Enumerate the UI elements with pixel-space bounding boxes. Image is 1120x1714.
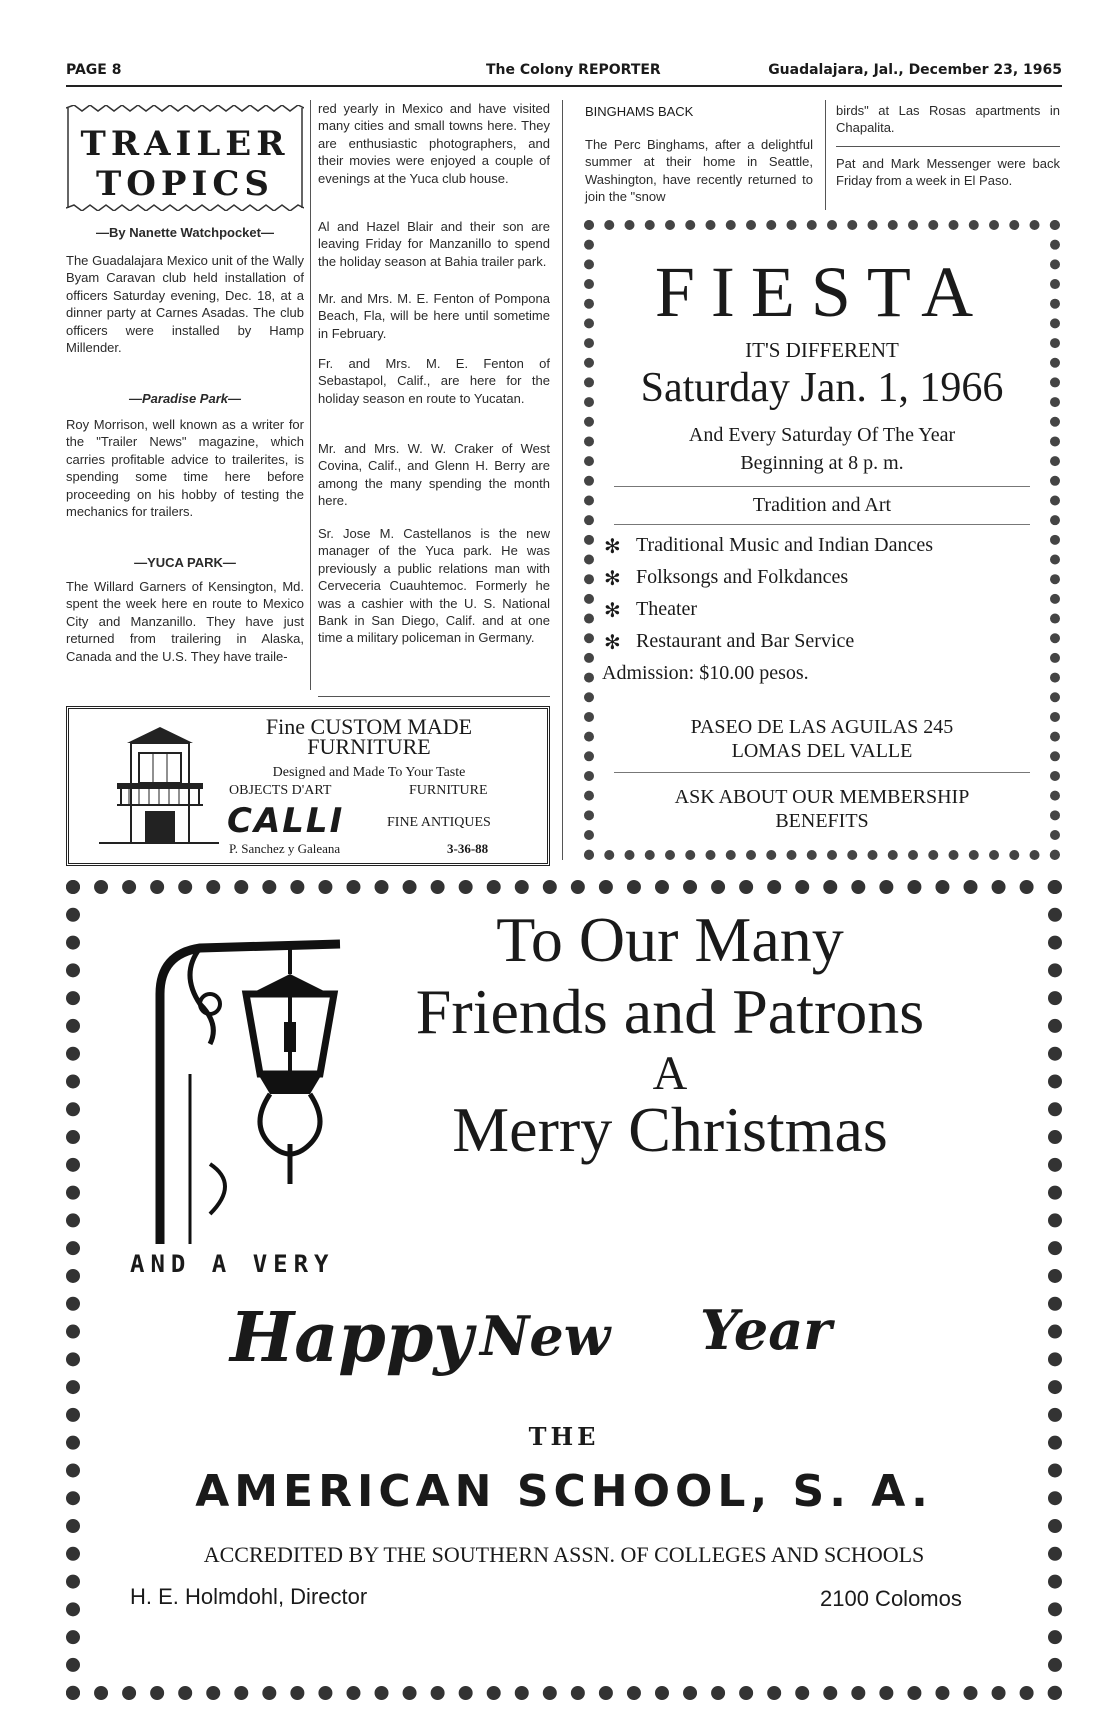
- director: H. E. Holmdohl, Director: [130, 1584, 368, 1609]
- new-script: New: [480, 1304, 611, 1368]
- trailer-title: TRAILER: [80, 124, 290, 164]
- fiesta-address: PASEO DE LAS AGUILAS 245: [690, 716, 954, 738]
- page-number: PAGE 8: [66, 62, 122, 78]
- xmas-line-4: Merry Christmas: [452, 1094, 888, 1165]
- article-paragraph: Al and Hazel Blair and their son are leaving Friday for Manzanillo to spend the holiday season at Bahia trailer park.: [318, 219, 550, 269]
- the-label: THE: [528, 1422, 600, 1451]
- accreditation: ACCREDITED BY THE SOUTHERN ASSN. OF COLLEGES AND SCHOOLS: [203, 1542, 925, 1567]
- calli-logo: CALLI: [227, 801, 345, 841]
- xmas-line-1: To Our Many: [496, 904, 844, 975]
- column-rule: [562, 100, 563, 860]
- fiesta-rule: [614, 772, 1030, 773]
- furniture-heading-2: FURNITURE: [307, 734, 431, 759]
- asterisk-icon: ✻: [604, 536, 621, 558]
- section-heading: —Paradise Park—: [128, 391, 241, 406]
- fiesta-item: Traditional Music and Indian Dances: [636, 534, 933, 556]
- trailer-topics-heading: [66, 105, 304, 211]
- article-paragraph: Roy Morrison, well known as a writer for the "Trailer News" magazine, which carries profitable advice to trailerites, is spending some time here before proceeding on his hobby of testing the mechanics for trailers.: [66, 417, 304, 520]
- fiesta-subtitle: IT'S DIFFERENT: [745, 338, 899, 362]
- column-end-rule: [318, 696, 550, 697]
- column-rule: [825, 100, 826, 210]
- byline: —By Nanette Watchpocket—: [96, 225, 274, 240]
- balcony-building-icon: [99, 723, 219, 853]
- fiesta-membership: ASK ABOUT OUR MEMBERSHIP: [674, 786, 970, 808]
- newspaper-name: The Colony REPORTER: [486, 62, 661, 78]
- section-heading: —YUCA PARK—: [134, 555, 236, 570]
- christmas-ad: [66, 880, 1062, 1700]
- fiesta-membership-2: BENEFITS: [775, 810, 869, 832]
- fiesta-item: Folksongs and Folkdances: [636, 566, 849, 588]
- school-name: AMERICAN SCHOOL, S. A.: [195, 1466, 933, 1517]
- objects-dart-label: OBJECTS D'ART: [229, 783, 332, 798]
- article-paragraph: The Guadalajara Mexico unit of the Wally Byam Caravan club held installation of officers Saturday evening, Dec. 18, at a dinner party at Carnes Asadas. The club officers were installed by Hamp Millender.: [66, 253, 304, 356]
- furniture-label: FURNITURE: [409, 783, 488, 798]
- fiesta-item: Restaurant and Bar Service: [636, 630, 855, 652]
- article-paragraph: Mr. and Mrs. W. W. Craker of West Covina, Calif., and Glenn H. Berry are among the many spending the month here.: [318, 441, 550, 509]
- fiesta-title: FIESTA: [654, 252, 990, 332]
- article-paragraph: The Willard Garners of Kensington, Md. spent the week here en route to Mexico City and Manzanillo. They have just returned from trailering in Alaska, Canada and the U.S. They have traile-: [66, 579, 304, 664]
- furniture-ad: [66, 706, 550, 866]
- article-paragraph: Sr. Jose M. Castellanos is the new manager of the Yuca park. He was previously a public relations man with Cerveceria Cuauhtemoc. Formerly he was a cashier with the U. S. National Bank in San Diego, Calif. and at one time a military policeman in Germany.: [318, 526, 550, 646]
- article-paragraph: The Perc Binghams, after a delightful summer at their home in Seattle, Washington, have recently returned to join the "snow: [585, 137, 813, 205]
- fiesta-item: Theater: [636, 598, 698, 620]
- fine-antiques-label: FINE ANTIQUES: [387, 815, 491, 830]
- lantern-icon: [150, 934, 360, 1244]
- dateline: Guadalajara, Jal., December 23, 1965: [768, 62, 1062, 78]
- fiesta-theme: Tradition and Art: [752, 494, 892, 516]
- article-heading: BINGHAMS BACK: [585, 104, 694, 119]
- fiesta-admission: Admission: $10.00 pesos.: [602, 662, 809, 684]
- article-paragraph: Mr. and Mrs. M. E. Fenton of Pompona Beach, Fla, will be here until sometime in February.: [318, 291, 550, 341]
- article-paragraph: Pat and Mark Messenger were back Friday from a week in El Paso.: [836, 156, 1060, 189]
- item-rule: [836, 146, 1060, 147]
- article-paragraph: red yearly in Mexico and have visited many cities and small towns here. They are enthusiastic photographers, and their movies were enjoyed a couple of evenings at the Yuca club house.: [318, 101, 550, 186]
- header-rule: [66, 85, 1062, 87]
- fiesta-rule: [614, 524, 1030, 525]
- asterisk-icon: ✻: [604, 568, 621, 590]
- asterisk-icon: ✻: [604, 632, 621, 654]
- fiesta-time: Beginning at 8 p. m.: [740, 452, 904, 474]
- fiesta-rule: [614, 486, 1030, 487]
- fiesta-date: Saturday Jan. 1, 1966: [640, 365, 1004, 411]
- furniture-tagline: Designed and Made To Your Taste: [272, 765, 466, 780]
- and-a-very: AND A VERY: [130, 1250, 335, 1278]
- school-address: 2100 Colomos: [820, 1586, 962, 1611]
- page-header: [66, 62, 1062, 84]
- furniture-phone: 3-36-88: [447, 841, 489, 856]
- article-paragraph: Fr. and Mrs. M. E. Fenton of Sebastapol, Calif., are here for the holiday season en route to Yucatan.: [318, 356, 550, 406]
- furniture-address: P. Sanchez y Galeana: [229, 841, 341, 856]
- column-rule: [310, 100, 311, 690]
- article-paragraph: birds" at Las Rosas apartments in Chapalita.: [836, 103, 1060, 136]
- happy-script: Happy: [230, 1298, 473, 1378]
- xmas-line-3: A: [652, 1047, 688, 1100]
- asterisk-icon: ✻: [604, 600, 621, 622]
- furniture-heading: Fine CUSTOM MADE: [265, 714, 473, 739]
- topics-title: TOPICS: [95, 164, 274, 204]
- fiesta-address-2: LOMAS DEL VALLE: [731, 740, 913, 762]
- xmas-line-2: Friends and Patrons: [415, 976, 925, 1047]
- fiesta-ad: [584, 220, 1060, 860]
- fiesta-every: And Every Saturday Of The Year: [688, 424, 956, 446]
- year-script: Year: [700, 1298, 832, 1362]
